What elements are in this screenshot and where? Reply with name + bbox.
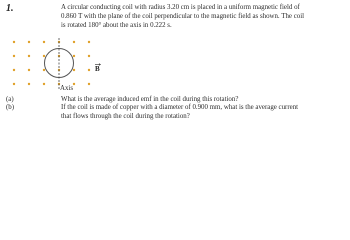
field-dot: [73, 69, 75, 71]
field-dot: [43, 41, 45, 43]
field-dots: [13, 41, 90, 85]
part-b-label: (b): [6, 104, 15, 112]
problem-statement: [61, 3, 346, 31]
field-dot: [13, 55, 15, 57]
field-dot: [13, 69, 15, 71]
problem-number: 1.: [6, 3, 14, 14]
problem-line: A circular conducting coil with radius 3.20 cm is placed in a uniform magnetic field of: [61, 4, 300, 11]
problem-parts: [6, 96, 346, 121]
field-dot: [88, 41, 90, 43]
field-dot: [13, 41, 15, 43]
field-dot: [88, 83, 90, 85]
problem-line: is rotated 180° about the axis in 0.222 s.: [61, 22, 172, 30]
field-dot: [73, 55, 75, 57]
field-dot: [88, 55, 90, 57]
part-b-text: [61, 104, 346, 121]
problem-line: 0.860 T with the plane of the coil perpendicular to the magnetic field as shown. The coil: [61, 13, 305, 21]
axis-label: Axis: [60, 85, 74, 92]
part-a: [6, 96, 346, 104]
part-a-text: [61, 96, 346, 104]
field-dot: [13, 83, 15, 85]
field-dot: [28, 69, 30, 71]
field-label: B: [95, 65, 100, 73]
field-dot: [28, 41, 30, 43]
field-dot: [88, 69, 90, 71]
field-dot: [43, 69, 45, 71]
field-dot: [28, 55, 30, 57]
field-dot: [28, 83, 30, 85]
part-a-line: What is the average induced emf in the coil during this rotation?: [61, 96, 239, 103]
part-b-line: If the coil is made of copper with a diameter of 0.900 mm, what is the average current: [61, 104, 299, 112]
part-b-line: that flows through the coil during the rotation?: [61, 112, 190, 120]
part-a-label: (a): [6, 96, 14, 103]
field-dot: [73, 41, 75, 43]
field-dot: [43, 83, 45, 85]
field-dot: [43, 55, 45, 57]
part-b: [6, 104, 346, 121]
field-dot: [73, 83, 75, 85]
